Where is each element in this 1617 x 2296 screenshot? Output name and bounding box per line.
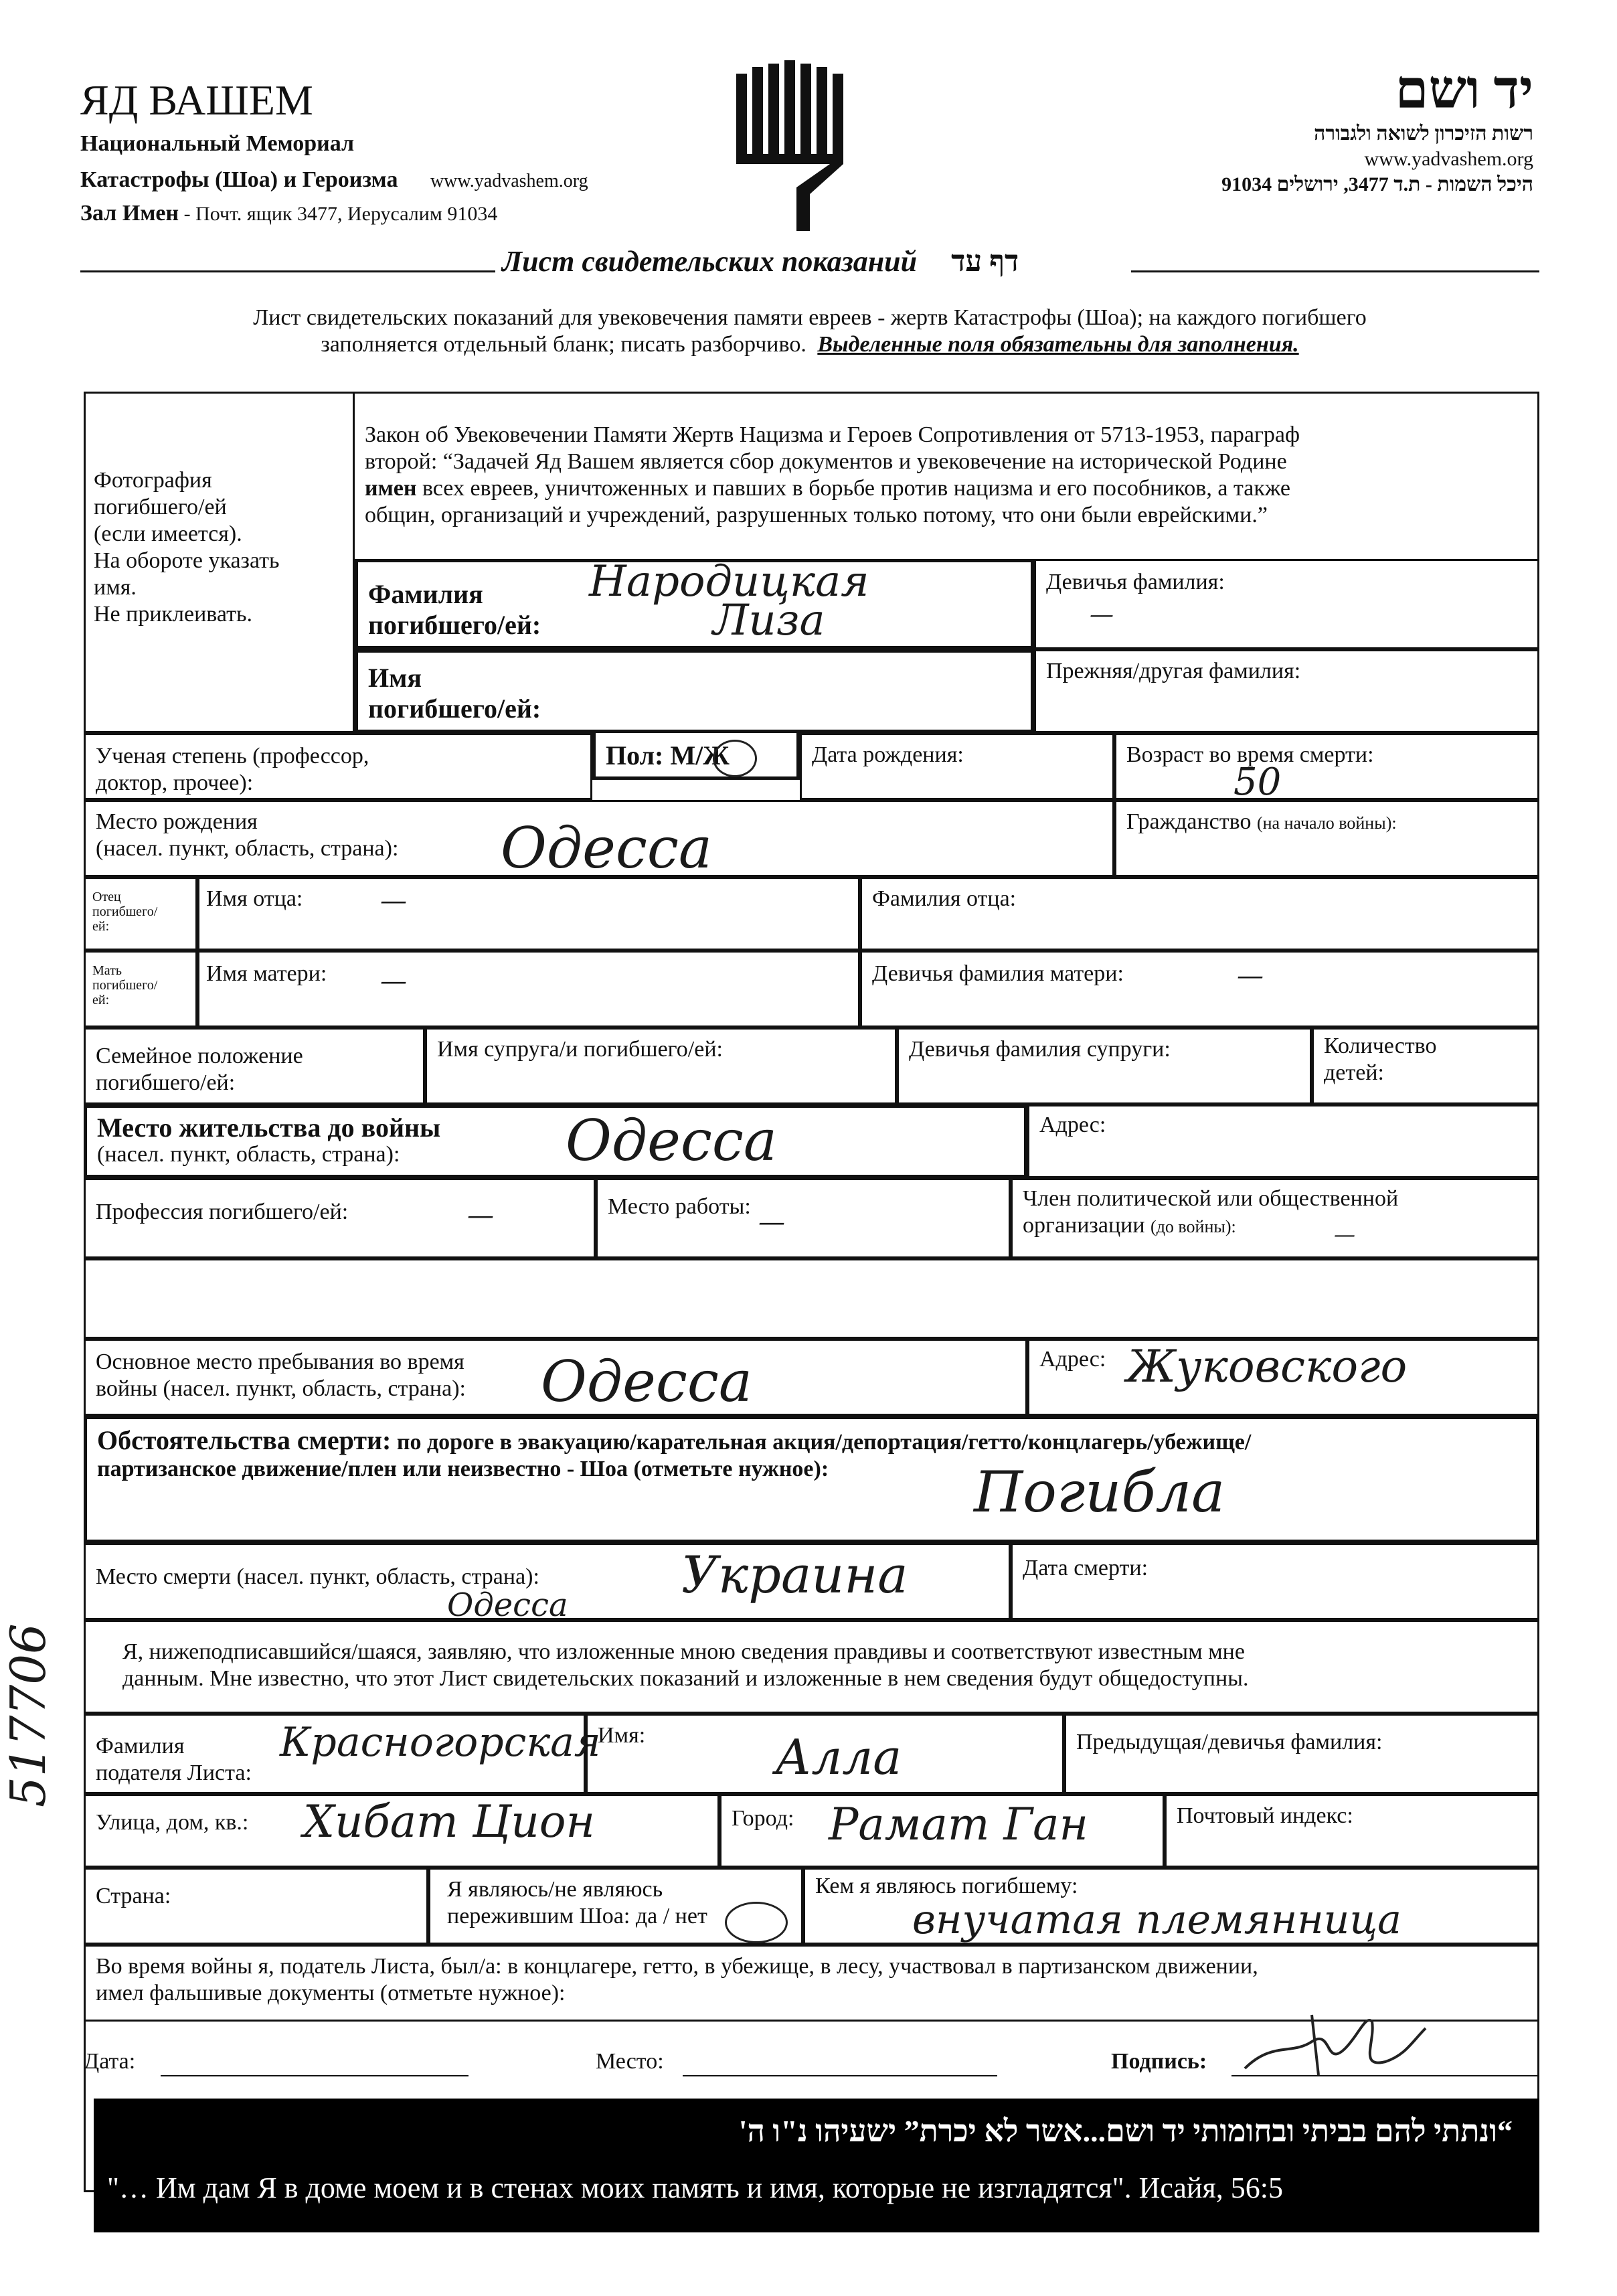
member-field[interactable]	[1011, 1178, 1539, 1258]
signature-label: Подпись:	[1111, 2049, 1207, 2074]
surname-l1: Фамилия	[368, 579, 483, 609]
org-title-he: יד ושם	[1395, 61, 1533, 120]
intro-emphasis: Выделенные поля обязательны для заполнения.	[817, 332, 1299, 357]
death-place-value2: Украина	[681, 1545, 908, 1605]
city-value: Рамат Ган	[829, 1799, 1088, 1850]
photo-l3: (если имеется).	[94, 521, 242, 546]
name-field[interactable]	[355, 649, 1034, 733]
marital-l1: Семейное положение	[96, 1044, 303, 1068]
during-war-l1: Во время войны я, податель Листа, был/а: в концлагере, гетто, в убежище, в лесу, участвовал в партизанском движении,	[96, 1954, 1258, 1979]
law-l3-bold: имен	[365, 476, 417, 501]
sub-prev-field[interactable]	[1064, 1714, 1539, 1794]
wartime-address-value: Жуковского	[1126, 1341, 1408, 1392]
wartime-address-label: Адрес:	[1039, 1347, 1106, 1372]
org-title-ru: ЯД ВАШЕМ	[80, 76, 313, 124]
footer-hebrew: “ונתתי להם בביתי ובחומותי יד ושם...אשר לא יכרת” ישעיהו נ"ו ה'	[738, 2114, 1513, 2148]
title-rule-left	[80, 270, 495, 272]
prev-surname-label: Прежняя/другая фамилия:	[1046, 659, 1301, 683]
declaration-l1: Я, нижеподписавшийся/шаяся, заявляю, что изложенные мною сведения правдивы и соответствуют известным мне	[122, 1639, 1245, 1664]
mother-side-l3: ей:	[92, 993, 110, 1007]
father-side-l1: Отец	[92, 890, 121, 904]
wartime-value: Одесса	[541, 1349, 752, 1414]
survivor-l1: Я являюсь/не являюсь	[447, 1877, 663, 1902]
sub-surname-l1: Фамилия	[96, 1734, 185, 1758]
age-field[interactable]	[1114, 733, 1539, 804]
maiden-value: —	[1090, 601, 1114, 629]
form-title-ru: Лист свидетельских показаний	[502, 245, 918, 278]
wartime-l1: Основное место пребывания во время	[96, 1349, 464, 1374]
photo-l4: На обороте указать	[94, 548, 280, 573]
declaration-l2: данным. Мне известно, что этот Лист свидетельских показаний и изложенные в нем сведения будут общедоступны.	[122, 1666, 1249, 1691]
postcode-label: Почтовый индекс:	[1177, 1803, 1353, 1828]
degree-l2: доктор, прочее):	[96, 770, 254, 795]
yad-vashem-logo	[730, 60, 850, 234]
org-line1-he: רשות הזיכרון לשואה ולגבורה	[1314, 122, 1533, 145]
mother-name-field[interactable]	[197, 951, 860, 1028]
sub-surname-value: Красногорская	[280, 1719, 601, 1766]
street-value: Хибат Цион	[303, 1796, 595, 1848]
city-field[interactable]	[719, 1794, 1165, 1868]
circ-rest: по дороге в эвакуацию/карательная акция/депортация/гетто/концлагерь/убежище/	[391, 1430, 1252, 1455]
wartime-address-field[interactable]	[1027, 1339, 1539, 1416]
death-place-value1: Одесса	[447, 1586, 568, 1624]
sub-name-field[interactable]	[586, 1714, 1064, 1794]
profession-value: —	[467, 1200, 494, 1231]
during-war-l2: имел фальшивые документы (отметьте нужное):	[96, 1981, 566, 2005]
father-surname-label: Фамилия отца:	[872, 886, 1017, 911]
law-text	[365, 422, 1529, 529]
law-l3: всех евреев, уничтоженных и павших в борьбе против нацизма и его пособников, а также	[416, 476, 1290, 501]
father-name-label: Имя отца:	[206, 886, 303, 911]
workplace-field[interactable]	[596, 1178, 1011, 1258]
father-name-value: —	[380, 886, 407, 916]
name-l1: Имя	[368, 663, 422, 693]
relation-field[interactable]	[803, 1868, 1539, 1945]
age-value: 50	[1233, 760, 1282, 804]
postcode-field[interactable]	[1165, 1794, 1539, 1868]
mother-name-label: Имя матери:	[206, 961, 327, 986]
mother-side-l1: Мать	[92, 963, 122, 978]
profession-field[interactable]	[84, 1178, 596, 1258]
form-title-he: דף עד	[951, 245, 1019, 278]
marital-field[interactable]	[84, 1028, 425, 1104]
citizenship-note: (на начало войны):	[1256, 813, 1397, 833]
death-place-field[interactable]	[84, 1543, 1011, 1624]
spouse-maiden-label: Девичья фамилия супруги:	[909, 1037, 1171, 1062]
org-url-left: www.yadvashem.org	[430, 171, 588, 191]
residence-field[interactable]	[84, 1104, 1027, 1178]
place-label: Место:	[596, 2049, 664, 2074]
org-line2: Катастрофы (Шоа) и Героизма	[80, 167, 398, 192]
marital-l2: погибшего/ей:	[96, 1070, 236, 1095]
relation-value: внучатая племянница	[912, 1896, 1401, 1943]
mother-side-l2: погибшего/	[92, 978, 158, 993]
surname-value2: Лиза	[713, 596, 825, 645]
photo-l1: Фотография	[94, 468, 212, 493]
org-line3-he: היכל השמות - ת.ד 3477, ירושלים 91034	[1221, 173, 1533, 195]
law-l1: Закон об Увековечении Памяти Жертв Нацизма и Героев Сопротивления от 5713-1953, параграф	[365, 422, 1300, 447]
children-l1: Количество	[1324, 1034, 1437, 1058]
footer-russian: "… Им дам Я в доме моем и в стенах моих память и имя, которые не изгладятся". Исайя, 56:5	[107, 2171, 1283, 2204]
mother-maiden-field[interactable]	[860, 951, 1539, 1028]
hall-address: - Почт. ящик 3477, Иерусалим 91034	[179, 203, 498, 225]
country-label: Страна:	[96, 1884, 171, 1908]
name-l2: погибшего/ей:	[368, 693, 541, 724]
age-label: Возраст во время смерти:	[1126, 742, 1374, 767]
father-surname-field[interactable]	[860, 877, 1539, 951]
sub-surname-l2: подателя Листа:	[96, 1760, 252, 1785]
street-label: Улица, дом, кв.:	[96, 1810, 249, 1835]
death-date-field[interactable]	[1011, 1543, 1539, 1620]
birth-date-label: Дата рождения:	[812, 742, 964, 767]
degree-field[interactable]	[84, 733, 592, 800]
member-value: —	[1334, 1222, 1355, 1247]
address-field[interactable]	[1027, 1104, 1539, 1178]
father-side	[84, 877, 197, 951]
workplace-label: Место работы:	[608, 1194, 751, 1219]
residence-l2: (насел. пункт, область, страна):	[97, 1142, 400, 1167]
mother-side	[84, 951, 197, 1028]
member-note: (до войны):	[1151, 1217, 1236, 1236]
hall-of-names: Зал Имен	[80, 201, 179, 226]
profession-label: Профессия погибшего/ей:	[96, 1200, 349, 1224]
blank-row	[84, 1258, 1539, 1339]
org-url-right: www.yadvashem.org	[1364, 148, 1533, 170]
survivor-circle-mark	[725, 1902, 788, 1943]
birthplace-value: Одесса	[501, 815, 712, 881]
circumstances-field[interactable]	[84, 1416, 1539, 1543]
intro-line2: заполняется отдельный бланк; писать разборчиво.	[321, 332, 806, 357]
intro-text	[80, 305, 1539, 358]
country-field[interactable]	[84, 1868, 428, 1945]
surname-value: Народицкая	[589, 557, 869, 606]
birthplace-field[interactable]	[84, 800, 1114, 881]
spouse-name-field[interactable]	[425, 1028, 897, 1104]
maiden-field[interactable]	[1034, 559, 1539, 649]
father-name-field[interactable]	[197, 877, 860, 951]
header-left	[80, 77, 588, 228]
citizenship-field[interactable]	[1114, 800, 1539, 877]
side-number: 517706	[0, 1623, 56, 1807]
relation-label: Кем я являюсь погибшему:	[815, 1874, 1078, 1898]
birthplace-l1: Место рождения	[96, 809, 258, 834]
city-label: Город:	[732, 1806, 794, 1831]
death-place-label: Место смерти (насел. пункт, область, страна):	[96, 1564, 539, 1589]
footer-banner	[94, 2099, 1539, 2232]
father-side-l3: ей:	[92, 919, 110, 934]
survivor-l2: пережившим Шоа: да / нет	[447, 1904, 707, 1929]
sex-label: Пол: М/Ж	[606, 740, 730, 770]
photo-l5: имя.	[94, 575, 137, 600]
circ-l2: партизанское движение/плен или неизвестно - Шоа (отметьте нужное):	[97, 1457, 829, 1481]
mother-maiden-label: Девичья фамилия матери:	[872, 961, 1124, 986]
member-l1: Член политической или общественной	[1023, 1186, 1399, 1211]
surname-l2: погибшего/ей:	[368, 610, 541, 640]
signature-scribble	[1231, 2001, 1432, 2088]
sub-name-label: Имя:	[598, 1723, 646, 1748]
survivor-field[interactable]	[428, 1868, 803, 1945]
form-title	[502, 244, 1019, 278]
org-line1: Национальный Мемориал	[80, 131, 355, 156]
citizenship-label: Гражданство	[1126, 809, 1252, 834]
street-field[interactable]	[84, 1794, 719, 1868]
intro-line1: Лист свидетельских показаний для увековечения памяти евреев - жертв Катастрофы (Шоа); на каждого погибшего	[253, 305, 1367, 330]
workplace-value: —	[758, 1207, 785, 1238]
birthplace-l2: (насел. пункт, область, страна):	[96, 836, 399, 861]
law-l4: общин, организаций и учреждений, разрушенных только потому, что они были еврейскими.”	[365, 503, 1268, 527]
birth-date-field[interactable]	[800, 733, 1114, 800]
wartime-l2: войны (насел. пункт, область, страна):	[96, 1376, 466, 1401]
sub-name-value: Алла	[775, 1729, 902, 1785]
wartime-field[interactable]	[84, 1339, 1027, 1416]
photo-l6: Не приклеивать.	[94, 602, 252, 627]
mother-name-value: —	[380, 966, 407, 997]
death-date-label: Дата смерти:	[1023, 1556, 1148, 1580]
date-line[interactable]	[161, 2075, 469, 2076]
father-side-l2: погибшего/	[92, 904, 158, 919]
maiden-label: Девичья фамилия:	[1046, 570, 1225, 594]
children-l2: детей:	[1324, 1060, 1384, 1085]
member-l2: организации	[1023, 1213, 1145, 1238]
sex-circle-mark	[713, 740, 757, 777]
photo-l2: погибшего/ей	[94, 495, 227, 519]
header-right	[1221, 60, 1533, 198]
prev-surname-field[interactable]	[1034, 649, 1539, 733]
sex-field[interactable]	[592, 730, 800, 780]
circ-value: Погибла	[974, 1459, 1225, 1525]
spouse-maiden-field[interactable]	[897, 1028, 1312, 1104]
circ-bold: Обстоятельства смерти:	[97, 1425, 392, 1455]
surname-field[interactable]	[355, 559, 1034, 649]
photo-box	[84, 392, 355, 733]
degree-l1: Ученая степень (профессор,	[96, 744, 369, 768]
title-rule-right	[1131, 270, 1539, 272]
spouse-name-label: Имя супруга/и погибшего/ей:	[437, 1037, 723, 1062]
residence-value: Одесса	[566, 1108, 777, 1173]
sub-surname-field[interactable]	[84, 1714, 601, 1794]
children-field[interactable]	[1312, 1028, 1539, 1104]
law-l2: второй: “Задачей Яд Вашем является сбор документов и увековечение на исторической Родине	[365, 449, 1287, 474]
declaration-box	[84, 1620, 1539, 1714]
address-label: Адрес:	[1039, 1113, 1106, 1137]
sub-prev-label: Предыдущая/девичья фамилия:	[1076, 1730, 1383, 1754]
place-line[interactable]	[683, 2075, 997, 2076]
date-label: Дата:	[84, 2049, 136, 2074]
mother-maiden-value: —	[1237, 961, 1264, 991]
residence-l1: Место жительства до войны	[97, 1113, 441, 1143]
